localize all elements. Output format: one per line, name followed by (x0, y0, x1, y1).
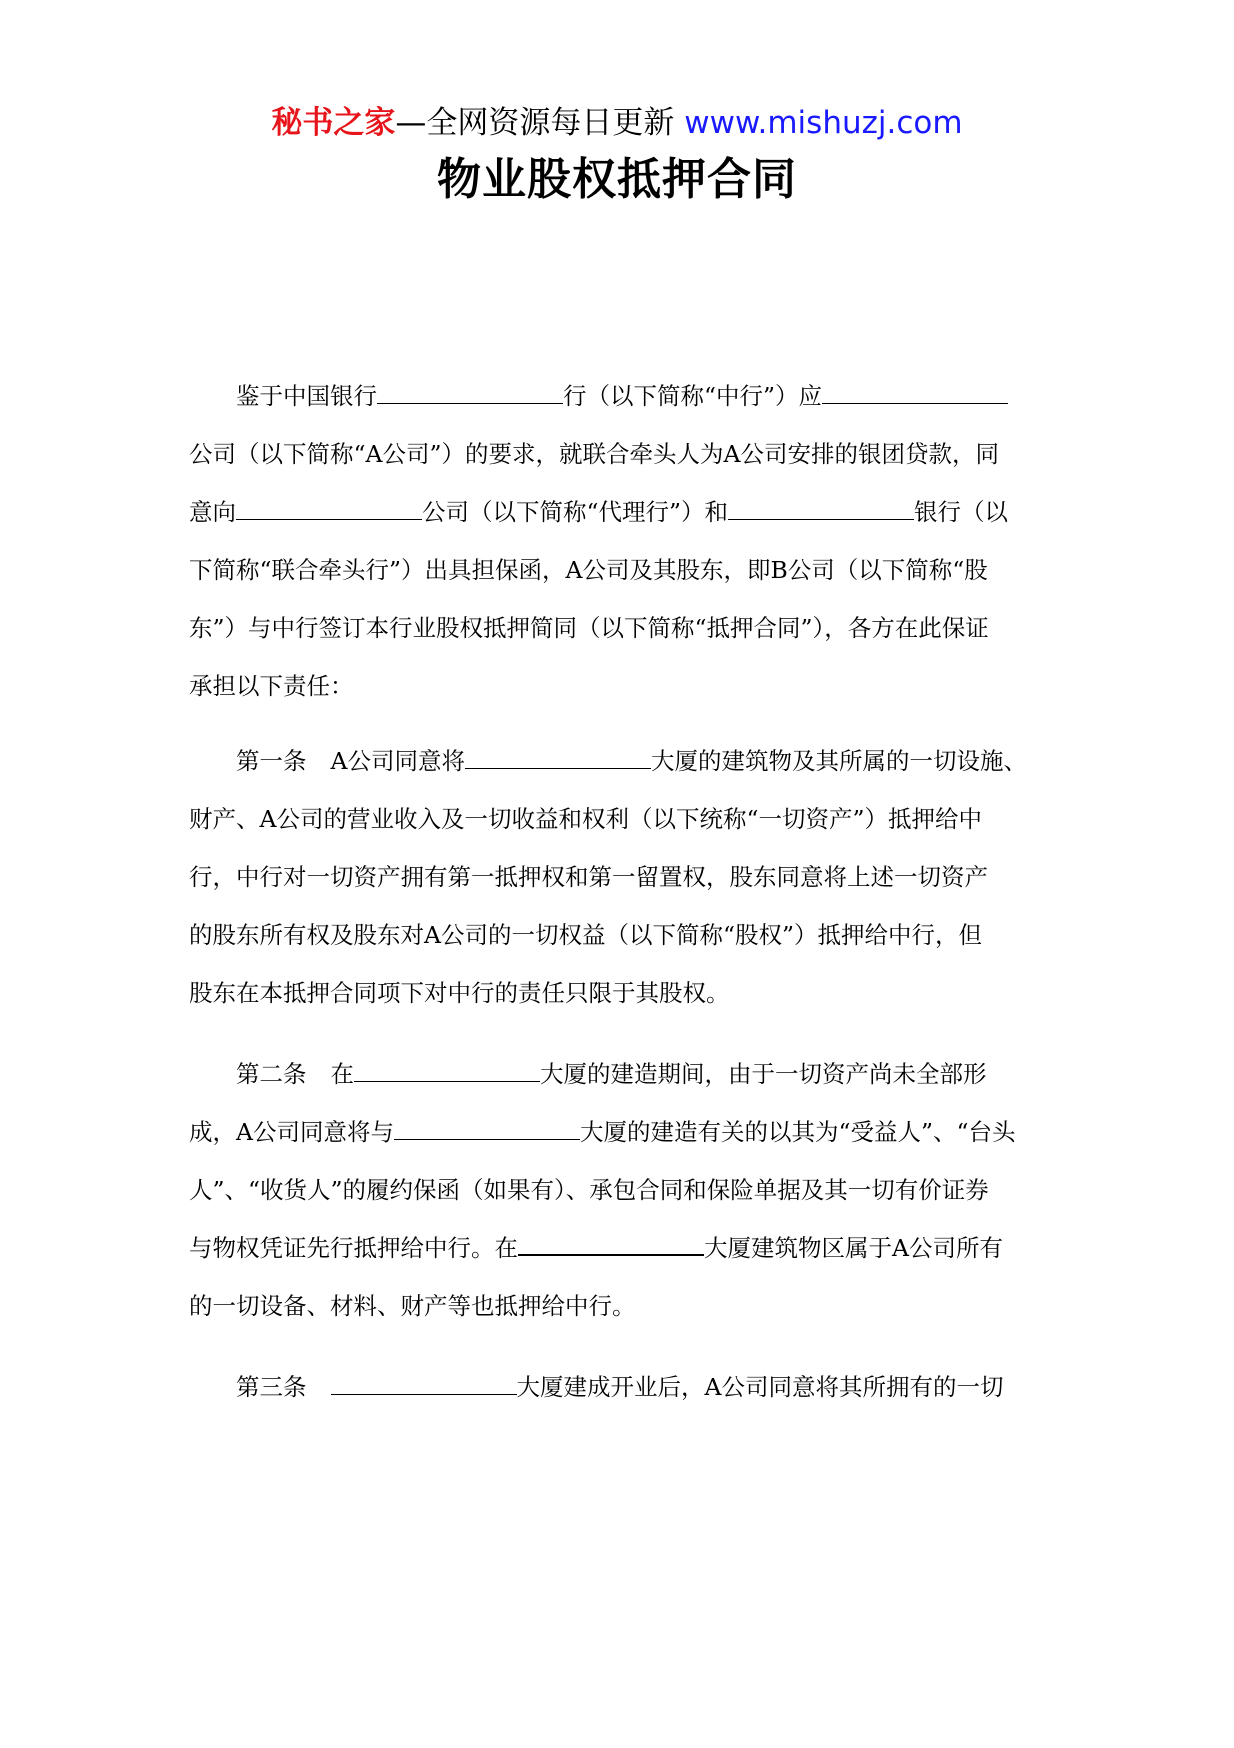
fill-in-blank (394, 1138, 580, 1140)
article-1-line-2: 财产、A公司的营业收入及一切收益和权利（以下统称“一切资产”）抵押给中 (189, 805, 982, 833)
text-fragment: 鉴于中国银行 (236, 382, 377, 410)
article-label: 第二条 (236, 1060, 307, 1088)
preamble-paragraph (189, 367, 1057, 715)
text-fragment: 大厦建成开业后，A公司同意将其所拥有的一切 (516, 1373, 1004, 1401)
banner-slogan: —全网资源每日更新 (395, 105, 675, 141)
article-1-line-1 (189, 732, 1057, 790)
text-fragment: 行（以下简称“中行”）应 (563, 382, 823, 410)
text-fragment: 大厦的建造有关的以其为“受益人”、“台头 (579, 1118, 1016, 1146)
text-fragment: 大厦的建造期间，由于一切资产尚未全部形 (540, 1060, 987, 1088)
fill-in-blank (236, 518, 422, 520)
article-3-line-1 (189, 1358, 1057, 1416)
fill-in-blank (331, 1393, 517, 1395)
preamble-line-1 (189, 367, 1057, 425)
text-fragment: 大厦建筑物区属于A公司所有 (704, 1234, 1003, 1262)
preamble-line-4: 下简称“联合牵头行”）出具担保函，A公司及其股东，即B公司（以下简称“股 (189, 556, 988, 584)
text-fragment: 成，A公司同意将与 (189, 1118, 394, 1146)
fill-in-blank (377, 402, 563, 404)
article-2-line-5: 的一切设备、材料、财产等也抵押给中行。 (189, 1292, 636, 1320)
banner-brand: 秘书之家 (271, 105, 396, 141)
article-1-line-4: 的股东所有权及股东对A公司的一切权益（以下简称“股权”）抵押给中行，但 (189, 921, 982, 949)
article-2-paragraph (189, 1045, 1057, 1335)
banner-url-link[interactable]: www.mishuzj.com (684, 105, 963, 141)
text-fragment: A公司同意将 (330, 747, 465, 775)
article-1-line-3: 行，中行对一切资产拥有第一抵押权和第一留置权，股东同意将上述一切资产 (189, 863, 988, 891)
text-fragment: 银行（以 (914, 498, 1009, 526)
preamble-line-5: 东”）与中行签订本行业股权抵押简同（以下简称“抵押合同”），各方在此保证 (189, 614, 989, 642)
site-banner (0, 103, 1234, 143)
article-2-line-2 (189, 1103, 1057, 1161)
preamble-line-6: 承担以下责任： (189, 672, 354, 700)
article-2-line-3: 人”、“收货人”的履约保函（如果有）、承包合同和保险单据及其一切有价证券 (189, 1176, 989, 1204)
article-1-paragraph (189, 732, 1057, 1022)
article-label: 第一条 (236, 747, 307, 775)
preamble-line-3 (189, 483, 1057, 541)
text-fragment: 在 (330, 1060, 354, 1088)
fill-in-blank (728, 518, 914, 520)
text-fragment: 大厦的建筑物及其所属的一切设施、 (650, 747, 1027, 775)
preamble-line-2: 公司（以下简称“A公司”）的要求，就联合牵头人为A公司安排的银团贷款，同 (189, 440, 999, 468)
text-fragment: 意向 (189, 498, 236, 526)
fill-in-blank (354, 1080, 540, 1082)
article-1-line-5: 股东在本抵押合同项下对中行的责任只限于其股权。 (189, 979, 730, 1007)
article-label: 第三条 (236, 1373, 307, 1401)
article-2-line-4 (189, 1219, 1057, 1277)
text-fragment: 公司（以下简称“代理行”）和 (422, 498, 729, 526)
document-title: 物业股权抵押合同 (437, 154, 797, 205)
fill-in-blank (822, 402, 1008, 404)
fill-in-blank (518, 1253, 704, 1256)
article-2-line-1 (189, 1045, 1057, 1103)
text-fragment: 与物权凭证先行抵押给中行。在 (189, 1234, 518, 1262)
article-3-paragraph (189, 1358, 1057, 1416)
fill-in-blank (465, 767, 651, 769)
